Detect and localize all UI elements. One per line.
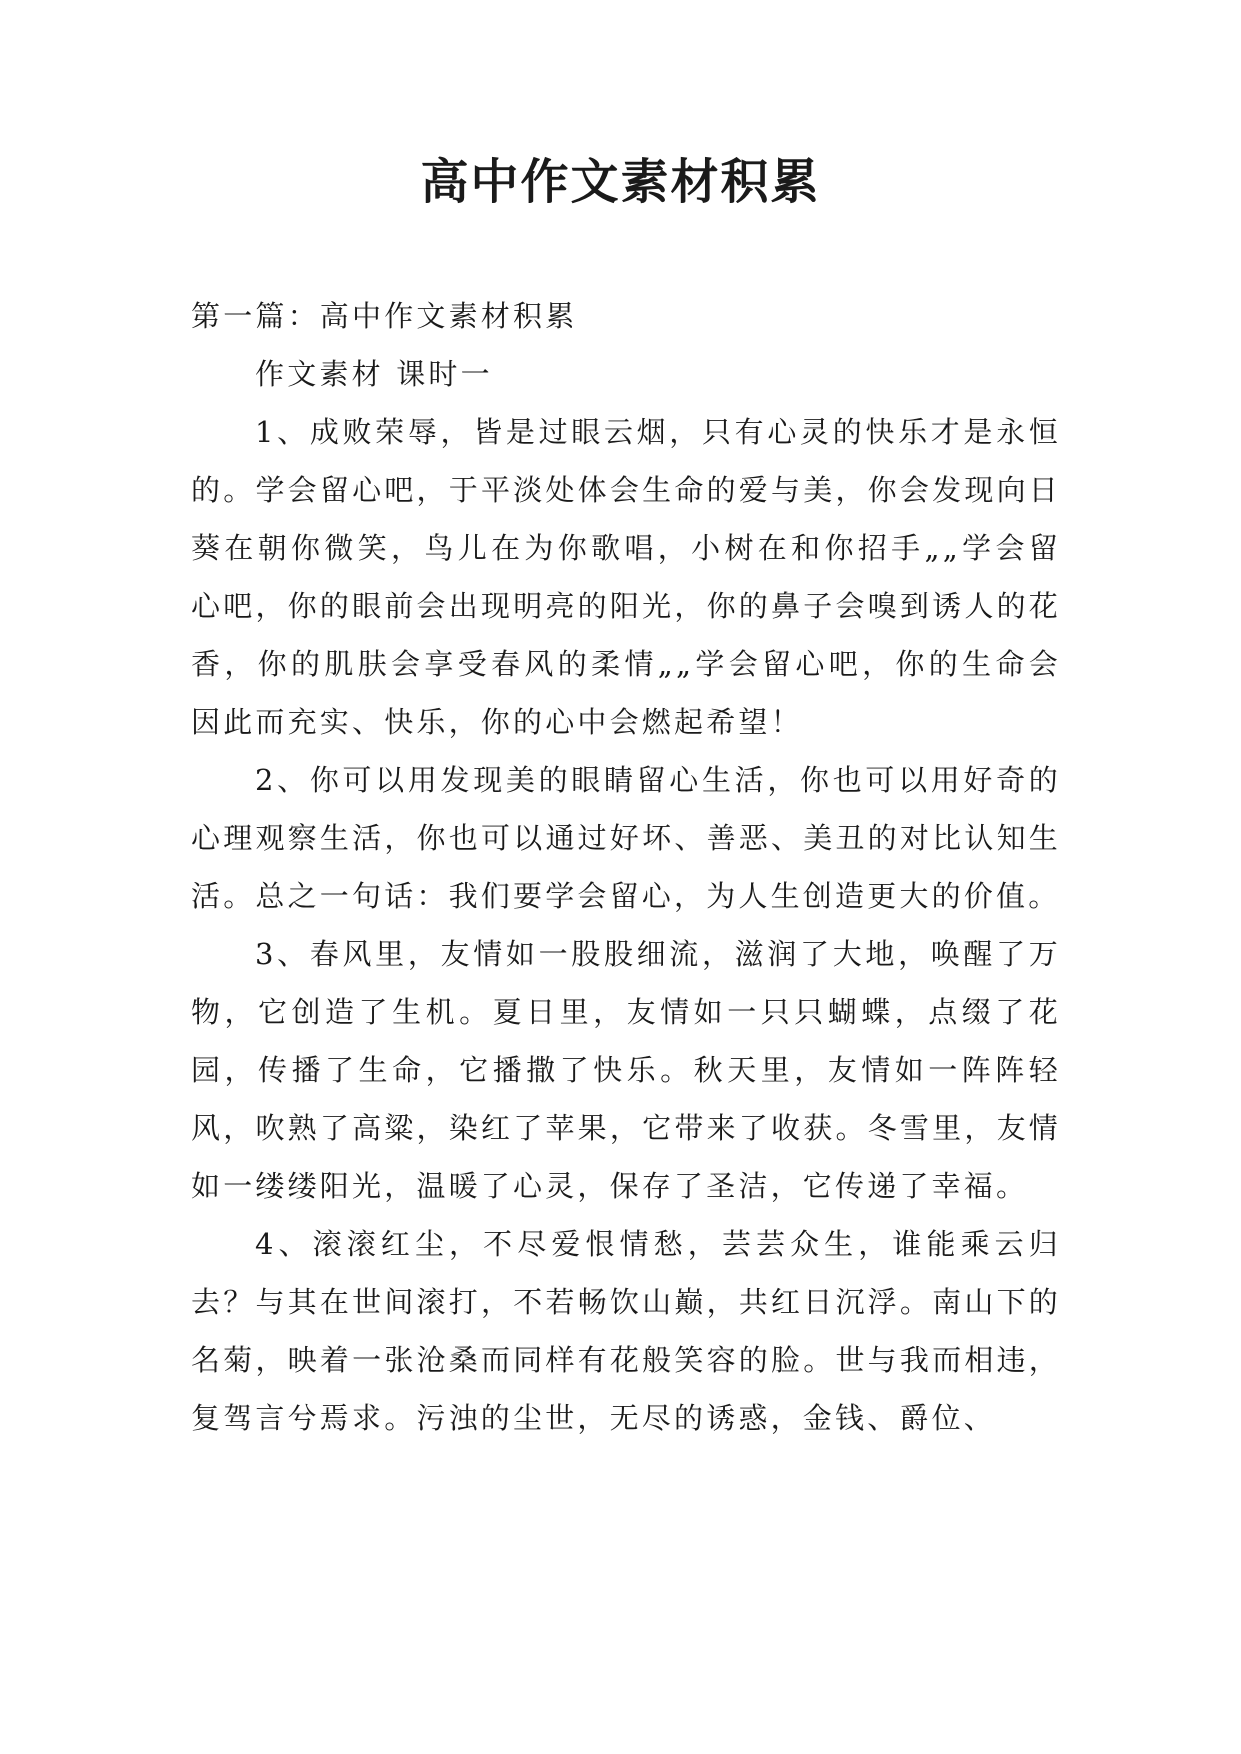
section-heading: 第一篇：高中作文素材积累 (191, 299, 578, 333)
document-title: 高中作文素材积累 (420, 154, 821, 210)
subheading: 作文素材 课时一 (255, 357, 493, 391)
paragraph-1: 1、成败荣辱，皆是过眼云烟，只有心灵的快乐才是永恒的。学会留心吧，于平淡处体会生命的爱与美，你会发现向日葵在朝你微笑，鸟儿在为你歌唱，小树在和你招手„„学会留心吧，你的眼前会出现明亮的阳光，你的鼻子会嗅到诱人的花香，你的肌肤会享受春风的柔情„„学会留心吧，你的生命会因此而充实、快乐，你的心中会燃起希望！ (191, 415, 1061, 739)
document-body (191, 287, 1061, 1447)
paragraph-3: 3、春风里，友情如一股股细流，滋润了大地，唤醒了万物，它创造了生机。夏日里，友情如一只只蝴蝶，点缀了花园，传播了生命，它播撒了快乐。秋天里，友情如一阵阵轻风，吹熟了高粱，染红了苹果，它带来了收获。冬雪里，友情如一缕缕阳光，温暖了心灵，保存了圣洁，它传递了幸福。 (191, 937, 1061, 1203)
paragraph-4: 4、滚滚红尘，不尽爱恨情愁，芸芸众生，谁能乘云归去？与其在世间滚打，不若畅饮山巅，共红日沉浮。南山下的名菊，映着一张沧桑而同样有花般笑容的脸。世与我而相违，复驾言兮焉求。污浊的尘世，无尽的诱惑，金钱、爵位、 (191, 1227, 1061, 1435)
paragraph-2: 2、你可以用发现美的眼睛留心生活，你也可以用好奇的心理观察生活，你也可以通过好坏、善恶、美丑的对比认知生活。总之一句话：我们要学会留心，为人生创造更大的价值。 (191, 763, 1061, 913)
